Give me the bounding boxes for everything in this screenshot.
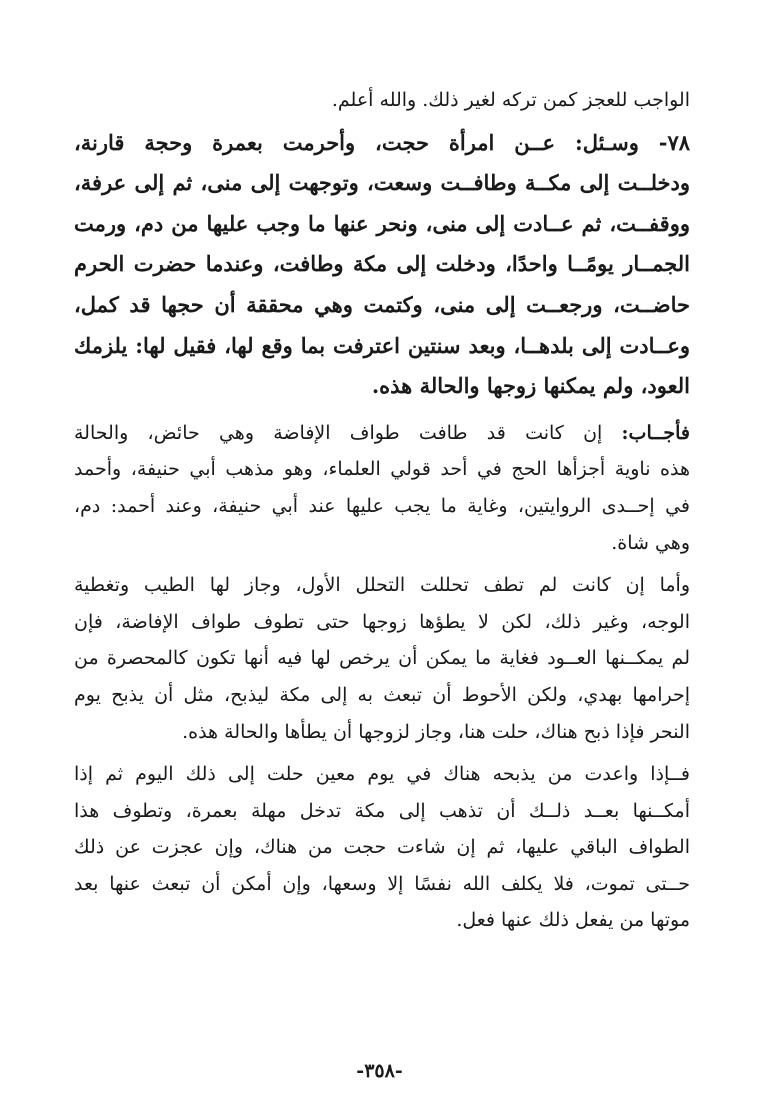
text-line: الواجب للعجز كمن تركه لغير ذلك. والله أعلم. <box>331 89 690 111</box>
text-line: هذه ناوية أجزأها الحج في أحد قولي العلماء، وهو مذهب أبي حنيفة، وأحمد <box>74 458 690 481</box>
text-line: ٧٨- وسـئل: عــن امرأة حجت، وأحرمت بعمرة وحجة قارنة، <box>74 129 690 155</box>
text-line: العود، ولم يمكنها زوجها والحالة هذه. <box>371 373 690 399</box>
text-line: لم يمكــنها العــود فغاية ما يمكن أن يرخص لها فيه أنها تكون كالمحصرة من <box>74 647 690 670</box>
text-line: وهي شاة. <box>611 531 690 554</box>
text-line: النحر فإذا ذبح هناك، حلت هنا، وجاز لزوجها أن يطأها والحالة هذه. <box>182 720 690 743</box>
text-line: وعــادت إلى بلدهــا، وبعد سنتين اعترفت بما وقع لها، فقيل لها: يلزمك <box>74 332 690 358</box>
page-number: -٣٥٨- <box>356 1060 403 1082</box>
text-line: حاضــت، ورجعــت إلى منى، وكتمت وهي محققة أن حجها قد كمل، <box>74 291 690 317</box>
text-line: ودخلــت إلى مكــة وطافــت وسعت، وتوجهت إلى منى، ثم إلى عرفة، <box>74 170 690 196</box>
text-line: في إحــدى الروايتين، وغاية ما يجب عليها عند أبي حنيفة، وعند أحمد: دم، <box>74 494 690 517</box>
page-body <box>74 82 690 939</box>
answer-heading: فأجــاب: <box>621 421 690 444</box>
text-line: الجمــار يومًــا واحدًا، ودخلت إلى مكة وطافت، وعندما حضرت الحرم <box>74 251 690 277</box>
answer-paragraph-1 <box>74 415 690 561</box>
text-line: الوجه، وغير ذلك، لكن لا يطؤها زوجها حتى تطوف طواف الإفاضة، فإن <box>74 610 690 633</box>
question-paragraph <box>74 123 690 407</box>
text-line: إحرامها بهدي، ولكن الأحوط أن تبعث به إلى مكة ليذبح، مثل أن يذبح يوم <box>74 683 690 706</box>
text-line: الطواف الباقي عليها، ثم إن شاءت حجت من هناك، وإن عجزت عن ذلك <box>74 836 690 859</box>
text-line: فــإذا واعدت من يذبحه هناك في يوم معين حلت إلى ذلك اليوم ثم إذا <box>74 763 690 786</box>
answer-paragraph-3 <box>74 756 690 939</box>
text-line: حــتى تموت، فلا يكلف الله نفسًا إلا وسعها، وإن أمكن أن تبعث عنها بعد <box>74 872 690 895</box>
intro-paragraph <box>74 82 690 119</box>
text-line: وأما إن كانت لم تطف تحللت التحلل الأول، وجاز لها الطيب وتغطية <box>74 574 690 597</box>
answer-paragraph-2 <box>74 567 690 750</box>
text-line: ووقفــت، ثم عــادت إلى منى، ونحر عنها ما وجب عليها من دم، ورمت <box>74 210 690 236</box>
text-line: أمكــنها بعــد ذلــك أن تذهب إلى مكة تدخل مهلة بعمرة، وتطوف هذا <box>74 799 690 822</box>
text-line: موتها من يفعل ذلك عنها فعل. <box>456 909 690 932</box>
text-line <box>74 415 690 452</box>
text-line-rest: إن كانت قد طافت طواف الإفاضة وهي حائض، والحالة <box>74 421 622 444</box>
